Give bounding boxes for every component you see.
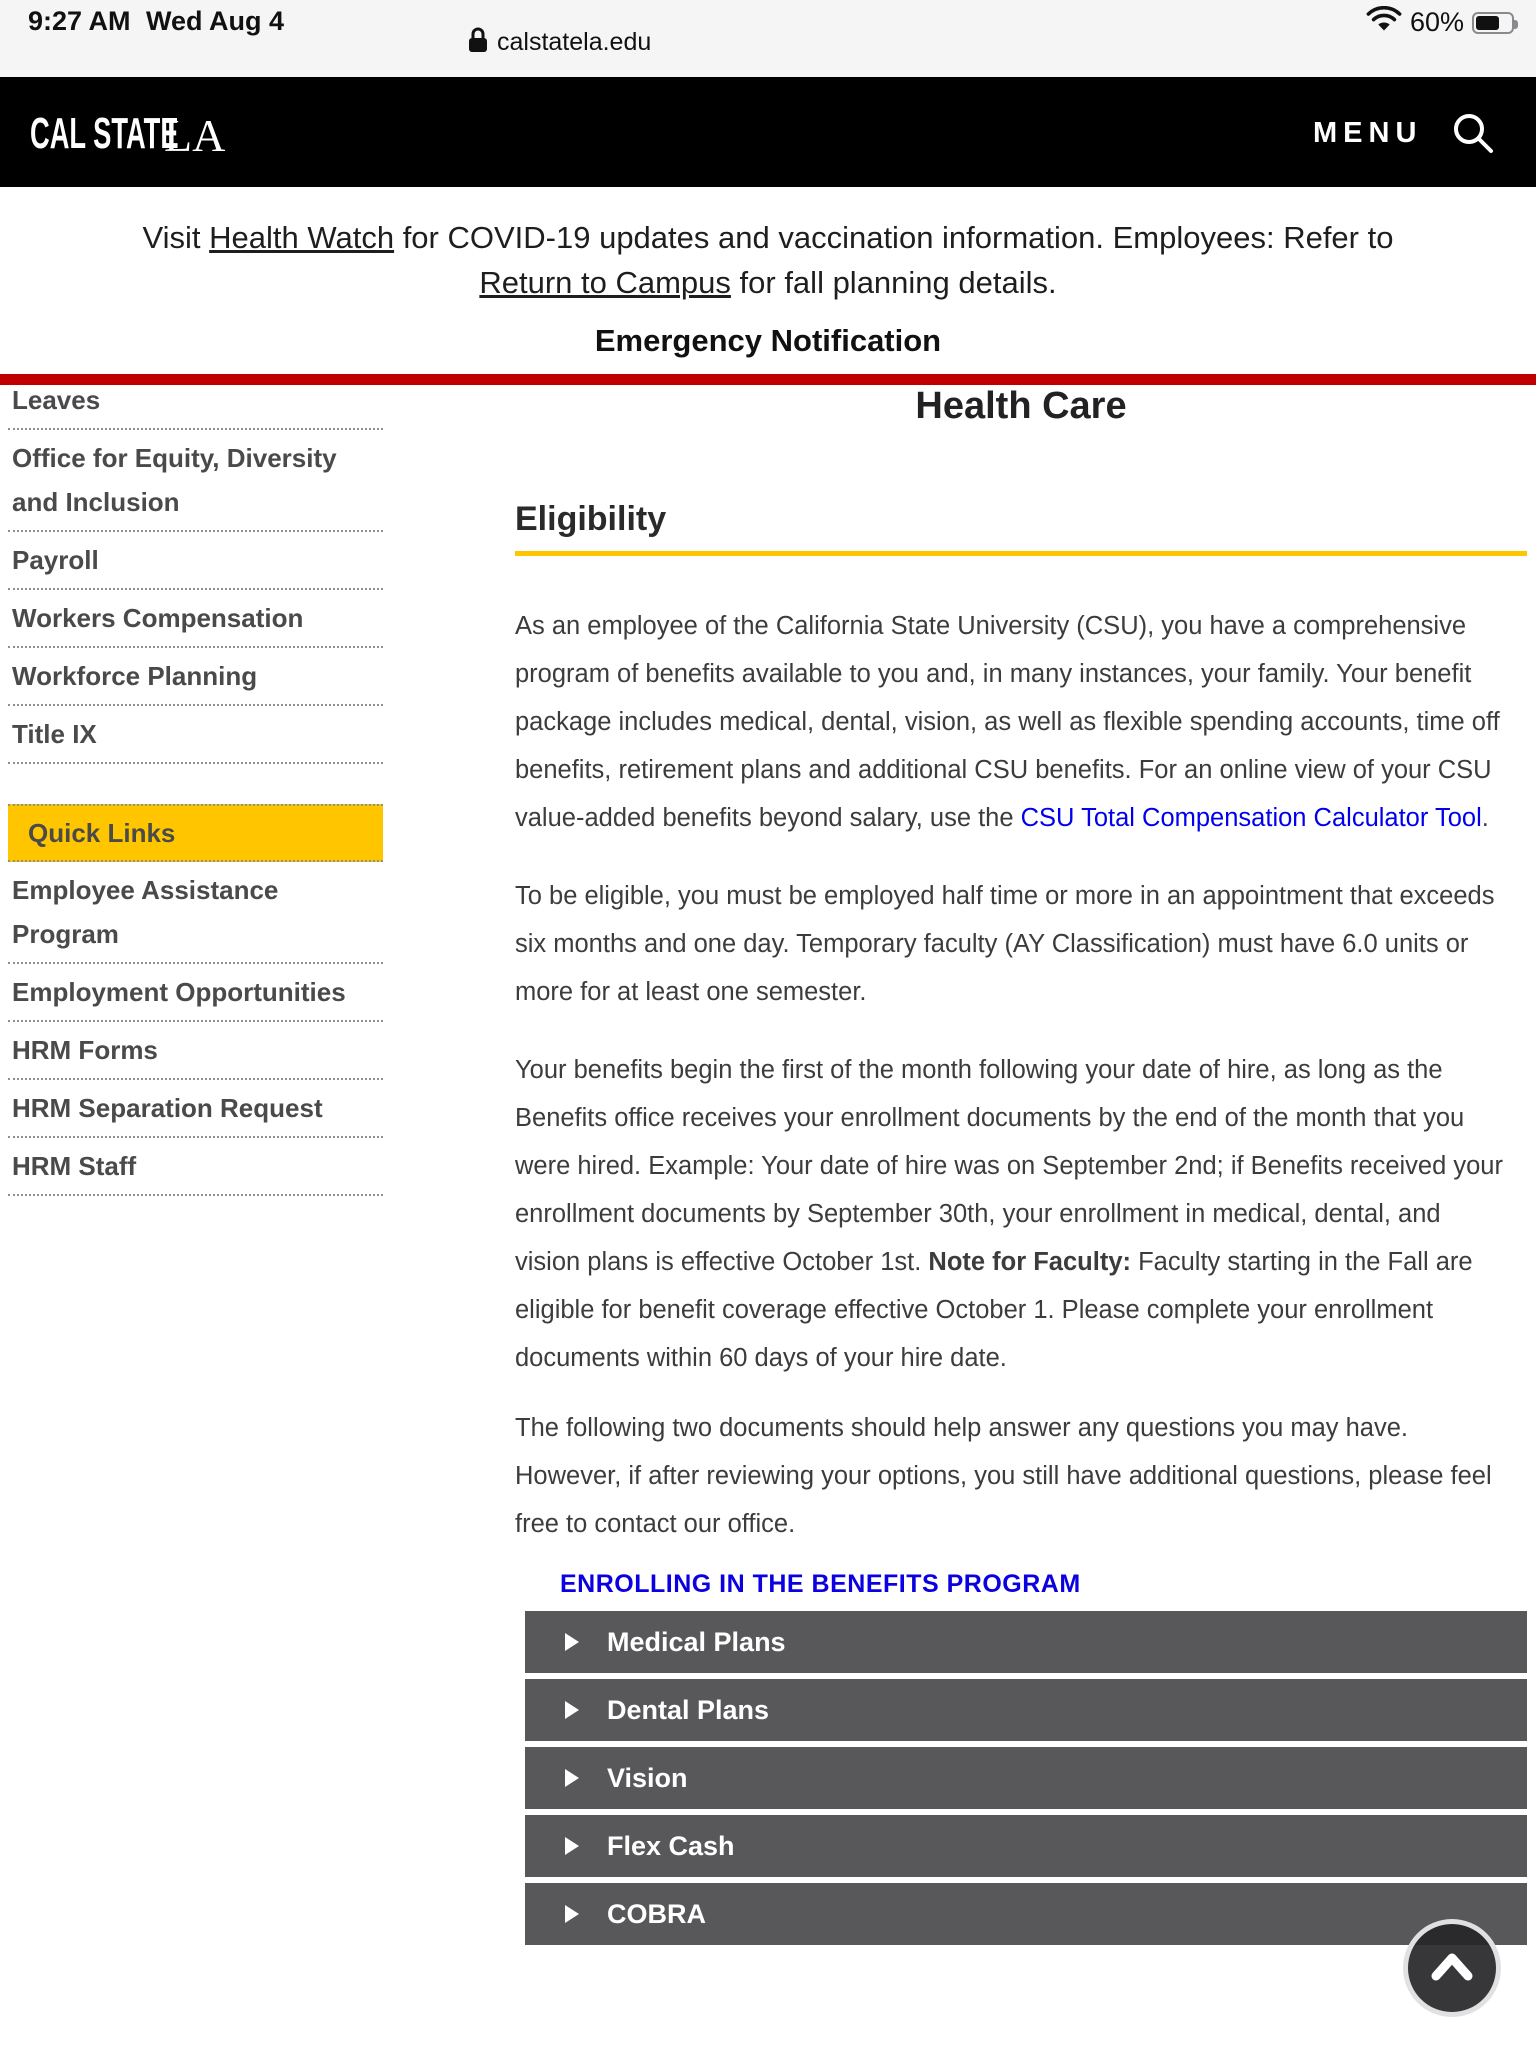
- sidebar-item-leaves[interactable]: Leaves: [8, 372, 383, 430]
- url-text: calstatela.edu: [497, 28, 652, 56]
- status-indicators: [1366, 6, 1514, 39]
- alert-banner: [0, 187, 1536, 375]
- sidebar-item-hrm-separation-request[interactable]: HRM Separation Request: [8, 1080, 383, 1138]
- wifi-icon: [1366, 6, 1402, 39]
- quick-links-heading: Quick Links: [8, 804, 383, 862]
- alert-text: [0, 215, 1536, 305]
- chevron-right-icon: [565, 1837, 579, 1855]
- accordion-label: Vision: [607, 1762, 688, 1793]
- emergency-notification-link[interactable]: Emergency Notification: [594, 323, 942, 358]
- accordion-label: Flex Cash: [607, 1830, 735, 1861]
- accordion-label: Dental Plans: [607, 1694, 770, 1725]
- accordion-label: Medical Plans: [607, 1626, 786, 1657]
- chevron-right-icon: [565, 1633, 579, 1651]
- battery-percent: 60%: [1409, 7, 1464, 37]
- sidebar-item-workforce-planning[interactable]: Workforce Planning: [8, 648, 383, 706]
- chevron-up-icon: [1426, 1948, 1478, 1989]
- accordion-dental-plans[interactable]: [525, 1679, 1527, 1741]
- page-title: Health Care: [915, 385, 1127, 427]
- accordion-cobra[interactable]: [525, 1883, 1527, 1945]
- sidebar-item-equity-diversity[interactable]: Office for Equity, Diversity and Inclusion: [8, 430, 383, 532]
- site-header: [0, 77, 1536, 187]
- red-divider: [0, 374, 1536, 385]
- cal-state-la-logo[interactable]: [30, 109, 260, 161]
- accordion-label: COBRA: [607, 1898, 706, 1929]
- chevron-right-icon: [565, 1701, 579, 1719]
- sidebar-item-hrm-staff[interactable]: HRM Staff: [8, 1138, 383, 1196]
- sidebar-nav: [8, 372, 383, 1196]
- section-title-eligibility: Eligibility: [515, 495, 1527, 556]
- chevron-right-icon: [565, 1905, 579, 1923]
- main-content: [515, 385, 1527, 1951]
- csu-compensation-calculator-link[interactable]: CSU Total Compensation Calculator Tool: [1020, 804, 1482, 832]
- status-bar: [0, 0, 1536, 77]
- paragraph-benefits-start: [515, 1046, 1510, 1382]
- lock-icon: [468, 27, 488, 58]
- accordion-flex-cash[interactable]: [525, 1815, 1527, 1877]
- scroll-to-top-button[interactable]: [1403, 1919, 1501, 2017]
- chevron-right-icon: [565, 1769, 579, 1787]
- paragraph-eligibility-rules: To be eligible, you must be employed half time or more in an appointment that exceeds six months and one day. Temporary faculty (AY Classification) must have 6.0 units or more for at least one semester.: [515, 882, 1495, 1006]
- sidebar-item-workers-compensation[interactable]: Workers Compensation: [8, 590, 383, 648]
- alert-text-2: for COVID-19 updates and vaccination information. Employees: Refer to: [394, 220, 1394, 255]
- search-icon[interactable]: [1450, 110, 1496, 156]
- return-to-campus-link[interactable]: Return to Campus: [479, 265, 731, 300]
- battery-icon: [1472, 12, 1514, 34]
- paragraph-text: As an employee of the California State University (CSU), you have a comprehensive program of benefits available to you and, in many instances, your family. Your benefit package includes medical, dental, vision, as well as flexible spending accounts, time off benefits, retirement plans and additional CSU benefits. For an online view of your CSU value-added benefits beyond salary, use the: [515, 612, 1500, 832]
- menu-button[interactable]: MENU: [1313, 117, 1423, 149]
- paragraph-benefits-overview: [515, 602, 1510, 842]
- sidebar-item-title-ix[interactable]: Title IX: [8, 706, 383, 764]
- logo-la: LA: [164, 110, 226, 161]
- note-for-faculty-bold: Note for Faculty:: [928, 1248, 1131, 1276]
- alert-text-3: for fall planning details.: [730, 265, 1057, 300]
- paragraph-text: .: [1481, 804, 1489, 832]
- clock: 9:27 AM: [28, 6, 131, 36]
- sidebar-item-employee-assistance[interactable]: Employee Assistance Program: [8, 862, 383, 964]
- sidebar-item-hrm-forms[interactable]: HRM Forms: [8, 1022, 383, 1080]
- date: Wed Aug 4: [146, 6, 285, 36]
- accordion-vision[interactable]: [525, 1747, 1527, 1809]
- accordion-medical-plans[interactable]: [525, 1611, 1527, 1673]
- alert-text-1: Visit: [142, 220, 210, 255]
- health-watch-link[interactable]: Health Watch: [209, 220, 395, 255]
- paragraph-documents-help: The following two documents should help answer any questions you may have. However, if after reviewing your options, you still have additional questions, please feel free to contact our office.: [515, 1414, 1492, 1538]
- enrolling-benefits-link[interactable]: ENROLLING IN THE BENEFITS PROGRAM: [560, 1570, 1081, 1598]
- paragraph-text: Faculty starting in the Fall are eligible for benefit coverage effective October 1. Please complete your enrollment documents within 60 days of your hire date.: [515, 1248, 1473, 1372]
- logo-wordmark: CAL STATE: [30, 109, 179, 158]
- paragraph-text: Your benefits begin the first of the month following your date of hire, as long as the Benefits office receives your enrollment documents by the end of the month that you were hired. Example: Your date of hire was on September 2nd; if Benefits received your enrollment documents by September 30th, your enrollment in medical, dental, and vision plans is effective October 1st.: [515, 1056, 1503, 1276]
- address-bar[interactable]: [468, 27, 651, 58]
- accordion-list: [525, 1611, 1527, 1945]
- sidebar-item-employment-opportunities[interactable]: Employment Opportunities: [8, 964, 383, 1022]
- sidebar-item-payroll[interactable]: Payroll: [8, 532, 383, 590]
